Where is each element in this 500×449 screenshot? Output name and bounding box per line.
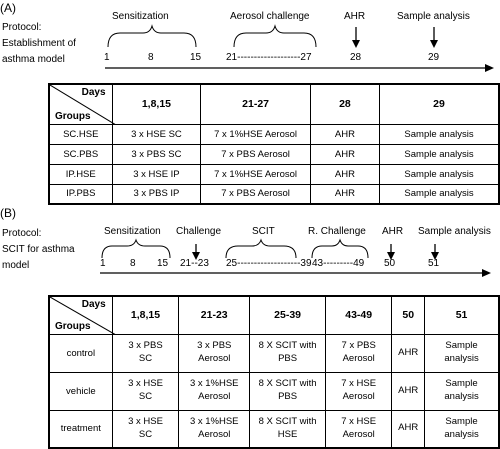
panel-b-header-row <box>49 296 499 334</box>
table-cell <box>326 410 392 448</box>
cell-line: 3 x HSE <box>128 378 163 390</box>
cell-line: Sample <box>445 415 478 427</box>
panel-a-groups-header: Groups <box>55 110 91 122</box>
cell-line: Aerosol <box>198 353 231 364</box>
group-name-cell: control <box>49 334 112 372</box>
panel-b-event-sample-analysis: Sample analysis <box>418 226 491 237</box>
panel-a-event-sample-analysis: Sample analysis <box>397 11 470 22</box>
table-cell: 7 x PBS Aerosol <box>201 184 311 204</box>
panel-b-col-header: 43-49 <box>326 296 392 334</box>
panel-b-protocol-line-2: SCIT for asthma <box>2 244 75 255</box>
cell-line: Aerosol <box>342 428 375 440</box>
cell-line: 3 x 1%HSE <box>189 415 239 427</box>
panel-a-sample-arrowhead <box>430 40 438 48</box>
panel-b-rchallenge-brace <box>312 240 368 258</box>
cell-line: PBS <box>278 391 298 402</box>
table-row <box>49 184 499 204</box>
table-cell <box>425 372 499 410</box>
table-cell <box>392 372 425 410</box>
table-row <box>49 410 499 448</box>
panel-b-protocol-table <box>48 295 500 449</box>
panel-b-days-header: Days <box>81 299 106 310</box>
panel-b-col-header: 50 <box>392 296 425 334</box>
table-cell: Sample analysis <box>380 124 499 144</box>
panel-b-col-header: 25-39 <box>250 296 326 334</box>
table-cell <box>179 334 250 372</box>
panel-b-col-header: 21-23 <box>179 296 250 334</box>
cell-line: SC <box>138 391 153 402</box>
panel-a-protocol-line-2: Establishment of <box>2 38 76 49</box>
panel-b-tick-15: 15 <box>157 258 169 269</box>
cell-line: AHR <box>398 422 419 434</box>
cell-line: 7 x HSE <box>341 415 377 427</box>
panel-a-protocol-table <box>48 83 500 205</box>
cell-line: Aerosol <box>342 353 375 364</box>
cell-line: HSE <box>277 428 298 440</box>
panel-b-tick-51: 51 <box>428 258 440 269</box>
table-cell <box>425 410 499 448</box>
panel-b-label: (B) <box>0 206 16 220</box>
group-name-cell: SC.HSE <box>49 124 112 144</box>
cell-line: Aerosol <box>198 391 231 402</box>
panel-a-tick-1: 1 <box>104 52 110 63</box>
table-cell: Sample analysis <box>380 184 499 204</box>
group-name-cell: IP.PBS <box>49 184 112 204</box>
panel-a-event-aerosol-challenge: Aerosol challenge <box>230 11 310 22</box>
cell-line: PBS <box>278 353 298 364</box>
table-cell <box>326 334 392 372</box>
panel-b-event-scit: SCIT <box>252 226 275 237</box>
table-cell <box>326 372 392 410</box>
panel-a-event-ahr: AHR <box>344 11 366 22</box>
cell-line: Aerosol <box>342 391 375 402</box>
table-cell <box>392 410 425 448</box>
panel-b-event-r-challenge: R. Challenge <box>308 226 366 237</box>
panel-a-aerosol-brace <box>234 26 316 47</box>
panel-b-col-header: 51 <box>425 296 499 334</box>
panel-a-col-header: 1,8,15 <box>112 84 201 124</box>
panel-a-timeline-arrowhead <box>485 64 494 72</box>
cell-line: 3 x 1%HSE <box>189 378 239 390</box>
panel-b-tick-43-49: 43---------49 <box>312 258 365 269</box>
table-row <box>49 144 499 164</box>
cell-line: SC <box>138 428 153 440</box>
cell-line: AHR <box>398 384 419 396</box>
panel-b-protocol-line-1: Protocol: <box>2 228 42 239</box>
group-name-cell: IP.HSE <box>49 164 112 184</box>
panel-a-col-header: 28 <box>310 84 379 124</box>
cell-line: 3 x PBS <box>128 340 163 352</box>
panel-b-scit-brace <box>226 240 296 258</box>
panel-a-tick-15: 15 <box>190 52 202 63</box>
table-cell: AHR <box>310 164 379 184</box>
table-cell <box>179 372 250 410</box>
table-cell: Sample analysis <box>380 164 499 184</box>
cell-line: 7 x HSE <box>341 378 377 390</box>
cell-line: Sample <box>445 340 478 352</box>
panel-a-event-sensitization: Sensitization <box>112 11 169 22</box>
panel-a-days-header: Days <box>81 87 106 98</box>
panel-a-diagonal-header-cell <box>49 84 112 124</box>
table-cell <box>112 334 179 372</box>
panel-b-timeline-arrowhead <box>482 269 491 277</box>
panel-b-tick-1: 1 <box>100 258 106 269</box>
cell-line: analysis <box>444 353 479 364</box>
cell-line: AHR <box>398 346 419 358</box>
table-row <box>49 334 499 372</box>
panel-a-protocol-line-3: asthma model <box>2 54 65 65</box>
panel-b-tick-21-23: 21--23 <box>180 258 209 269</box>
panel-b-event-challenge: Challenge <box>176 226 222 237</box>
panel-b-diagonal-header-cell <box>49 296 112 334</box>
table-cell: 7 x 1%HSE Aerosol <box>201 124 311 144</box>
panel-b-groups-header: Groups <box>55 320 91 332</box>
table-cell: 7 x PBS Aerosol <box>201 144 311 164</box>
cell-line: 3 x PBS <box>197 340 232 352</box>
panel-a-label: (A) <box>0 1 16 15</box>
panel-a-col-header: 29 <box>380 84 499 124</box>
panel-b-tick-50: 50 <box>384 258 396 269</box>
panel-a-protocol-line-1: Protocol: <box>2 22 42 33</box>
panel-a-col-header: 21-27 <box>201 84 311 124</box>
table-cell: 3 x HSE SC <box>112 124 201 144</box>
panel-a-tick-8: 8 <box>148 52 154 63</box>
cell-line: 8 X SCIT with <box>258 378 317 390</box>
table-cell <box>179 410 250 448</box>
table-cell: 3 x PBS SC <box>112 144 201 164</box>
cell-line: 7 x PBS <box>341 340 376 352</box>
table-row <box>49 372 499 410</box>
panel-b-sensitization-brace <box>102 240 170 258</box>
panel-a-tick-29: 29 <box>428 52 440 63</box>
cell-line: SC <box>138 353 153 364</box>
cell-line: Sample <box>445 378 478 390</box>
panel-a-sensitization-brace <box>108 26 196 47</box>
panel-b-event-ahr: AHR <box>382 226 404 237</box>
table-cell <box>250 372 326 410</box>
group-name-cell: vehicle <box>49 372 112 410</box>
table-cell: AHR <box>310 184 379 204</box>
panel-a-tick-21-27: 21-------------------27 <box>226 52 312 63</box>
panel-a-ahr-arrowhead <box>352 40 360 48</box>
cell-line: 8 X SCIT with <box>258 415 317 427</box>
panel-b-protocol-line-3: model <box>2 260 30 271</box>
table-cell: AHR <box>310 124 379 144</box>
panel-b-event-sensitization: Sensitization <box>104 226 161 237</box>
panel-b-col-header: 1,8,15 <box>112 296 179 334</box>
table-cell <box>250 410 326 448</box>
panel-b-tick-8: 8 <box>130 258 136 269</box>
table-cell <box>112 372 179 410</box>
table-cell: 7 x 1%HSE Aerosol <box>201 164 311 184</box>
table-row <box>49 164 499 184</box>
panel-a-header-row <box>49 84 499 124</box>
cell-line: Aerosol <box>198 428 231 440</box>
panel-a-tick-28: 28 <box>350 52 362 63</box>
group-name-cell: SC.PBS <box>49 144 112 164</box>
table-cell: 3 x PBS IP <box>112 184 201 204</box>
table-cell <box>425 334 499 372</box>
panel-b-tick-25-39: 25-------------------39 <box>226 258 312 269</box>
cell-line: analysis <box>444 428 479 440</box>
table-cell <box>250 334 326 372</box>
cell-line: 3 x HSE <box>128 415 163 427</box>
table-cell: 3 x HSE IP <box>112 164 201 184</box>
group-name-cell: treatment <box>49 410 112 448</box>
cell-line: analysis <box>444 391 479 402</box>
table-cell: Sample analysis <box>380 144 499 164</box>
cell-line: 8 X SCIT with <box>258 340 317 352</box>
table-cell <box>112 410 179 448</box>
table-cell <box>392 334 425 372</box>
table-row <box>49 124 499 144</box>
table-cell: AHR <box>310 144 379 164</box>
